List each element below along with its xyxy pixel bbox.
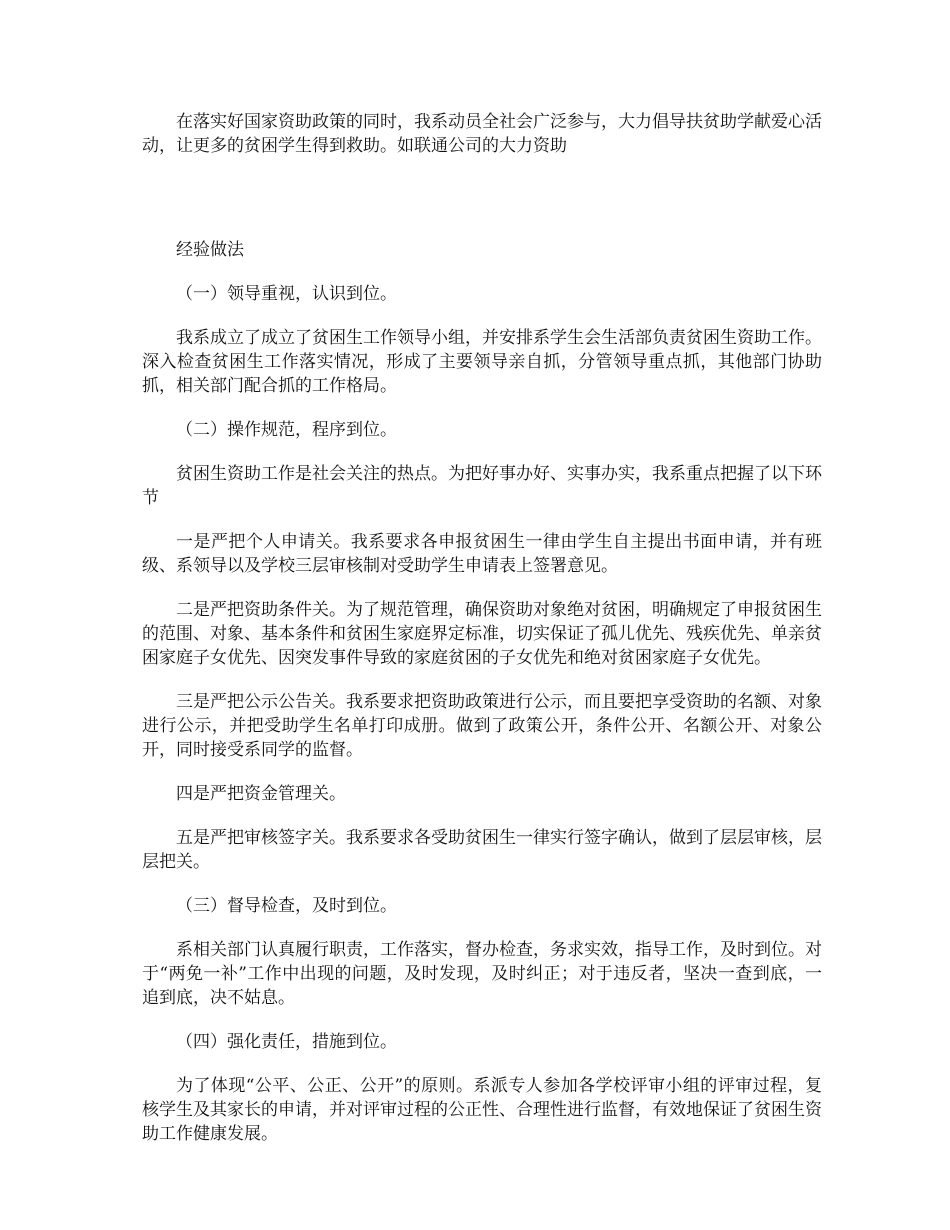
section-heading-experience: 经验做法 (176, 240, 244, 260)
paragraph-3: 系相关部门认真履行职责，工作落实，督办检查，务求实效，指导工作，及时到位。对于“两免一补”工作中出现的问题，及时发现，及时纠正；对于违反者，坚决一查到底，一追到底，决不姑息。 (142, 940, 822, 1008)
subheading-2: （二）操作规范，程序到位。 (176, 420, 397, 440)
subheading-4: （四）强化责任，措施到位。 (176, 1032, 397, 1052)
item-5: 五是严把审核签字关。我系要求各受助贫困生一律实行签字确认，做到了层层审核，层层把关。 (142, 828, 822, 872)
item-3: 三是严把公示公告关。我系要求把资助政策进行公示，而且要把享受资助的名额、对象进行公示，并把受助学生名单打印成册。做到了政策公开，条件公开、名额公开、对象公开，同时接受系同学的监督。 (142, 692, 822, 760)
paragraph-1: 我系成立了成立了贫困生工作领导小组，并安排系学生会生活部负责贫困生资助工作。深入检查贫困生工作落实情况，形成了主要领导亲自抓，分管领导重点抓，其他部门协助抓，相关部门配合抓的工作格局。 (142, 328, 822, 396)
section-gap (142, 178, 822, 238)
subheading-1: （一）领导重视，认识到位。 (176, 284, 397, 304)
item-4: 四是严把资金管理关。 (176, 784, 346, 804)
item-1: 一是严把个人申请关。我系要求各申报贫困生一律由学生自主提出书面申请，并有班级、系领导以及学校三层审核制对受助学生申请表上签署意见。 (142, 532, 822, 576)
document-body (142, 110, 822, 1166)
paragraph-2: 贫困生资助工作是社会关注的热点。为把好事办好、实事办实，我系重点把握了以下环节 (142, 464, 822, 508)
paragraph-intro: 在落实好国家资助政策的同时，我系动员全社会广泛参与，大力倡导扶贫助学献爱心活动，让更多的贫困学生得到救助。如联通公司的大力资助 (142, 112, 822, 156)
item-2: 二是严把资助条件关。为了规范管理，确保资助对象绝对贫困，明确规定了申报贫困生的范围、对象、基本条件和贫困生家庭界定标准，切实保证了孤儿优先、残疾优先、单亲贫困家庭子女优先、因突发事件导致的家庭贫困的子女优先和绝对贫困家庭子女优先。 (142, 600, 822, 668)
paragraph-4: 为了体现“公平、公正、公开”的原则。系派专人参加各学校评审小组的评审过程，复核学生及其家长的申请，并对评审过程的公正性、合理性进行监督，有效地保证了贫困生资助工作健康发展。 (142, 1076, 822, 1144)
subheading-3: （三）督导检查，及时到位。 (176, 896, 397, 916)
